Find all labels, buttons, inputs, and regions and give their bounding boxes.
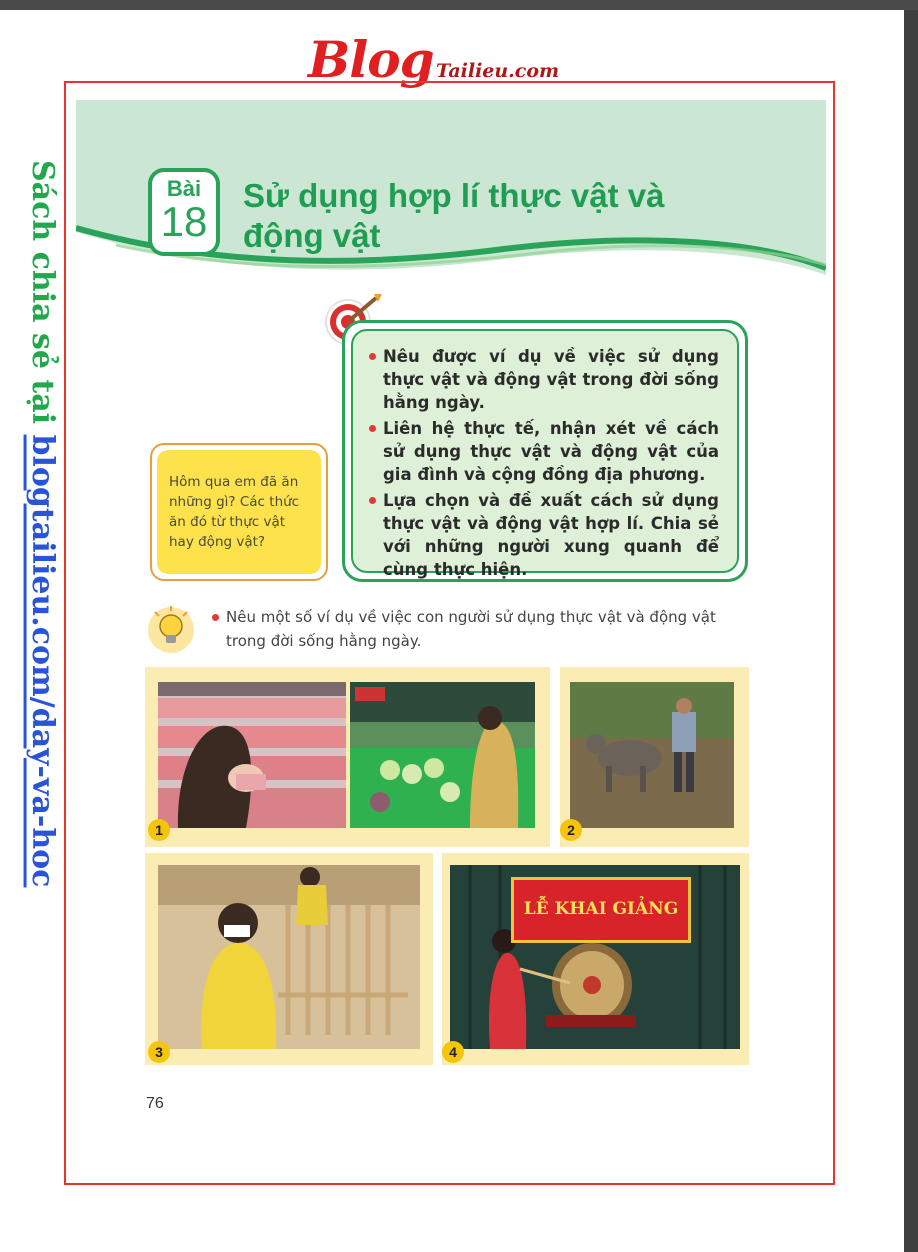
side-banner-prefix: Sách chia sẻ tại [25,160,60,435]
photo-frame-3 [145,853,433,1065]
photo-frame-4 [442,853,749,1065]
photo-meat-counter [158,682,346,828]
objective-item: Nêu được ví dụ về việc sử dụng thực vật và động vật trong đời sống hằng ngày. [383,347,719,412]
blog-logo-small: Tailieu.com [436,60,560,82]
photo-buffalo-plowing [570,682,734,828]
side-banner [26,160,60,920]
lesson-badge [148,168,220,256]
objectives-list [351,329,739,579]
lesson-title: Sử dụng hợp lí thực vật và động vật [243,177,665,254]
photo-number-badge: 4 [442,1041,464,1063]
photo-frame-2 [560,667,749,847]
objective-item: Liên hệ thực tế, nhận xét về cách sử dụng thực vật và động vật của gia đình và cộng đồng địa phương. [383,419,719,484]
side-banner-link[interactable]: blogtailieu.com/day-va-hoc [25,434,60,888]
activity-prompt [212,605,758,653]
photo-frame-1 [145,667,550,847]
photo-number-badge: 3 [148,1041,170,1063]
bullet-dot [212,614,219,621]
warmup-question-box [150,443,328,581]
photo-school-drum [450,865,740,1049]
activity-text: Nêu một số ví dụ về việc con người sử dụng thực vật và động vật trong đời sống hằng ngày. [226,608,716,650]
photo-vegetable-aisle [350,682,535,828]
lesson-badge-word: Bài [166,176,202,201]
lesson-badge-number: 18 [160,198,208,245]
warmup-question: Hôm qua em đã ăn những gì? Các thức ăn đó từ thực vật hay động vật? [157,450,321,574]
photo-number-badge: 1 [148,819,170,841]
photo-wooden-chairs [158,865,420,1049]
page-number: 76 [146,1095,164,1112]
blog-logo-big: Blog [308,30,434,89]
lightbulb-icon [145,602,197,654]
viewer-top-bar [0,0,918,10]
photo-number-badge: 2 [560,819,582,841]
ceremony-banner: LỄ KHAI GIẢNG [511,877,691,943]
objectives-box [342,320,748,582]
objective-item: Lựa chọn và đề xuất cách sử dụng thực vật và động vật hợp lí. Chia sẻ với những người xung quanh để cùng thực hiện. [383,491,719,579]
